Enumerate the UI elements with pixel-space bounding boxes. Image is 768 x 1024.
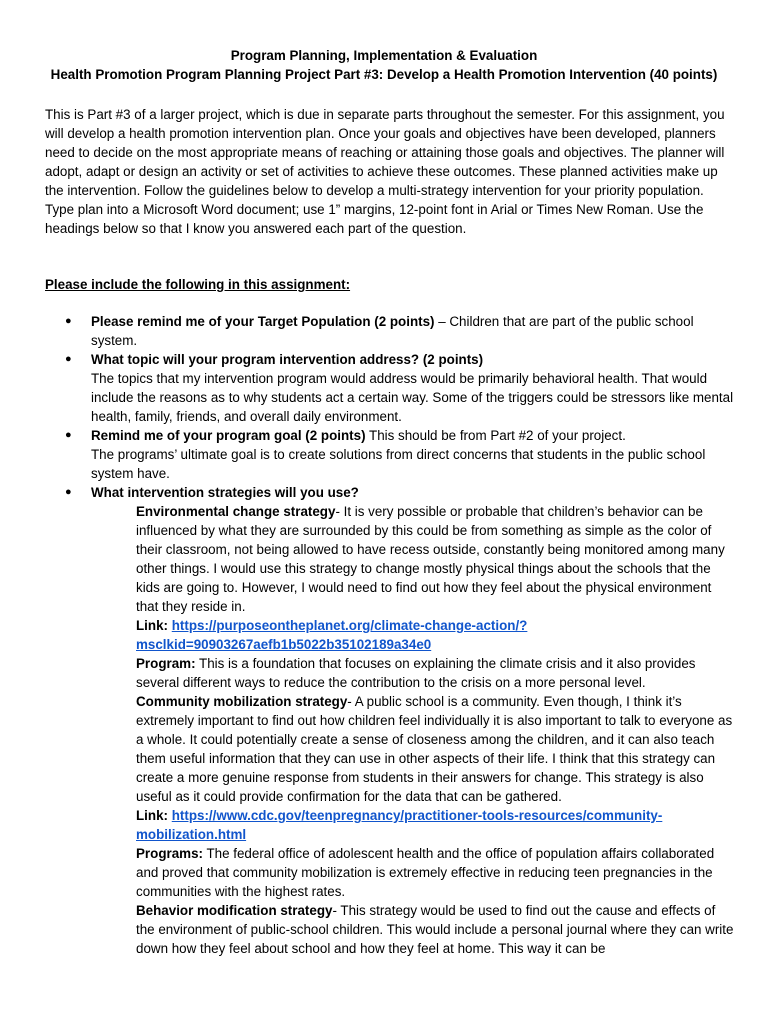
- assignment-title: Health Promotion Program Planning Project Part #3: Develop a Health Promotion Intervention (40 points): [50, 67, 718, 82]
- answer-text: The programs’ ultimate goal is to create solutions from direct concerns that students in the public school system have.: [91, 447, 706, 481]
- community-strategy: Community mobilization strategy- A public school is a community. Even though, I think it’s extremely important to find out how children feel individually it is also important to talk to everyone as a whole. It could potentially create a sense of closeness among the children, and it can also teach them useful information that they can use in other aspects of their life. I think that this strategy can create a more genuine response from students in their answers for change. This strategy is also useful as it could provide confirmation for the data that can be gathered.: [136, 694, 733, 804]
- environmental-program: Program: This is a foundation that focuses on explaining the climate crisis and it also provides several different ways to reduce the contribution to the crisis on a more personal level.: [136, 656, 696, 690]
- cdc-community-link[interactable]: https://www.cdc.gov/teenpregnancy/practitioner-tools-resources/community-mobilization.html: [136, 808, 663, 842]
- question-text: What intervention strategies will you use?: [91, 485, 359, 500]
- requirements-list: [45, 312, 735, 958]
- community-link: Link: https://www.cdc.gov/teenpregnancy/practitioner-tools-resources/community-mobilization.html: [136, 808, 663, 842]
- bullet-icon: ●: [65, 486, 72, 498]
- question-note: This should be from Part #2 of your project.: [365, 428, 626, 443]
- bullet-icon: ●: [65, 353, 72, 365]
- environmental-strategy: Environmental change strategy- It is very possible or probable that children’s behavior can be influenced by what they are surrounded by this could be from something as simple as the color of their classroom, not being allowed to have recess outside, constantly being monitored among many other things. I would use this strategy to change mostly physical things about the schools that the kids are going to. However, I would need to find out how they feel about the physical environment that they reside in.: [136, 504, 725, 614]
- list-item-target-population: [45, 312, 735, 350]
- requirements-heading: Please include the following in this assignment:: [45, 277, 351, 292]
- question-text: What topic will your program intervention address? (2 points): [91, 352, 484, 367]
- bullet-icon: ●: [65, 315, 72, 327]
- list-item-topic: [45, 350, 735, 426]
- environmental-link: Link: https://purposeontheplanet.org/climate-change-action/?msclkid=90903267aefb1b5022b35102189a34e0: [136, 618, 528, 652]
- answer-text: The topics that my intervention program would address would be primarily behavioral health. That would include the reasons as to why students act a certain way. Some of the triggers could be stressors like mental health, family, friends, and overall daily environment.: [91, 371, 734, 424]
- course-title: Program Planning, Implementation & Evaluation: [230, 48, 538, 63]
- behavior-strategy: Behavior modification strategy- This strategy would be used to find out the cause and effects of the environment of public-school children. This would include a personal journal where they can write down how they feel about school and how they feel at home. This way it can be: [136, 903, 734, 956]
- list-item-program-goal: [45, 426, 735, 483]
- question-text: Remind me of your program goal (2 points): [91, 428, 366, 443]
- bullet-icon: ●: [65, 429, 72, 441]
- community-program: Programs: The federal office of adolescent health and the office of population affairs collaborated and proved that community mobilization is extremely effective in reducing teen pregnancies in the communities with the highest rates.: [136, 846, 715, 899]
- strategies-section: [91, 502, 735, 958]
- intro-paragraph: This is Part #3 of a larger project, which is due in separate parts throughout the semester. For this assignment, you will develop a health promotion intervention plan. Once your goals and objectives have been developed, planners need to decide on the most appropriate means of reaching or attaining those goals and objectives. The planner will adopt, adapt or design an activity or set of activities to achieve these outcomes. These planned activities make up the intervention. Follow the guidelines below to develop a multi-strategy intervention for your priority population. Type plan into a Microsoft Word document; use 1” margins, 12-point font in Arial or Times New Roman. Use the headings below so that I know you answered each part of the question.: [45, 107, 725, 236]
- answer-text: – Children that are part of the public school system.: [91, 314, 694, 348]
- climate-change-link[interactable]: https://purposeontheplanet.org/climate-change-action/?msclkid=90903267aefb1b5022b35102189a34e0: [136, 618, 528, 652]
- question-text: Please remind me of your Target Population (2 points): [91, 314, 435, 329]
- list-item-strategies: [45, 483, 735, 958]
